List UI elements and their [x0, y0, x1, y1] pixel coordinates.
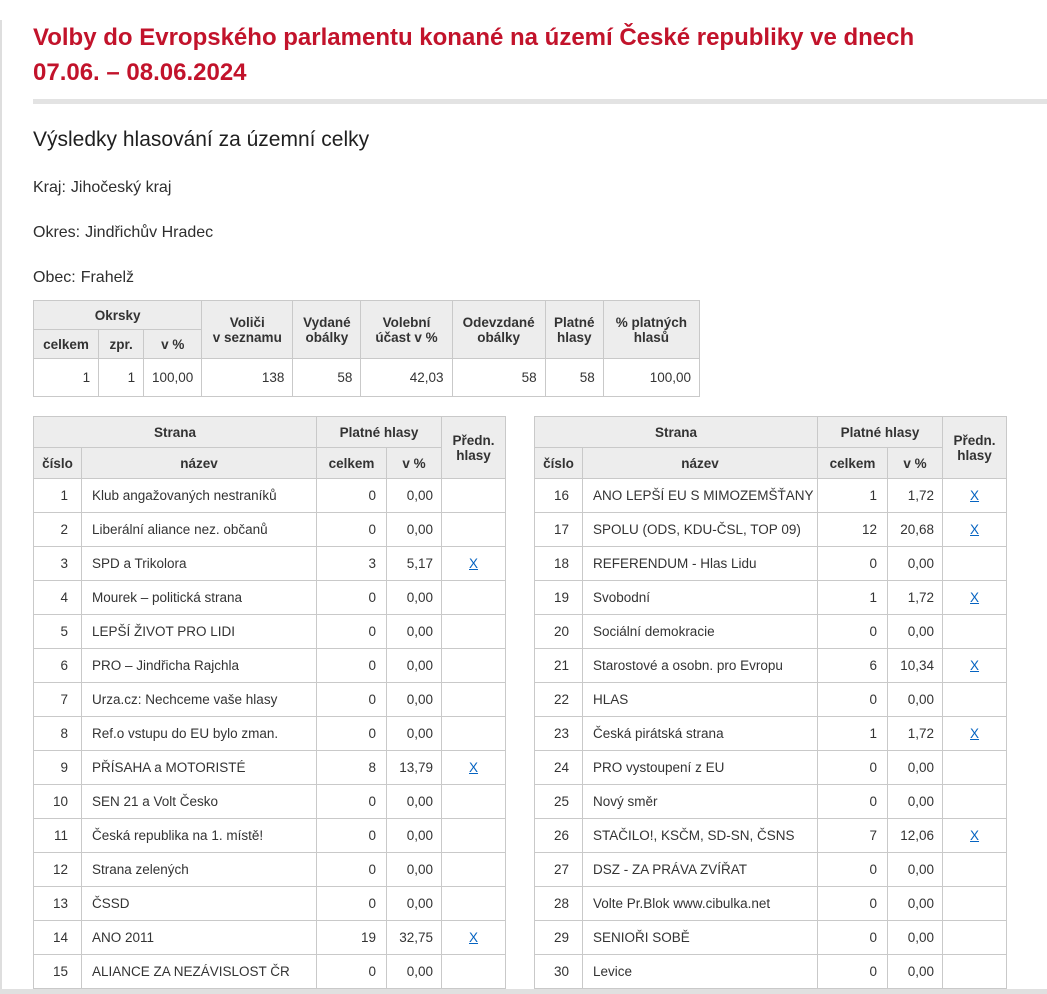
party-row — [34, 955, 506, 989]
votes-total-cell: 12 — [818, 513, 888, 547]
predn-hlasy-link[interactable]: X — [970, 828, 980, 843]
party-name-cell: Svobodní — [583, 581, 818, 615]
header-line: hlasy — [556, 329, 592, 345]
title-divider — [33, 99, 1047, 104]
summary-header-platne-hlasy — [545, 301, 603, 359]
party-name-cell: Levice — [583, 955, 818, 989]
votes-pct-cell: 13,79 — [387, 751, 442, 785]
party-number-cell: 16 — [535, 479, 583, 513]
party-header-strana: Strana — [34, 417, 317, 448]
predn-hlasy-cell — [442, 853, 506, 887]
votes-total-cell: 0 — [317, 683, 387, 717]
predn-hlasy-link[interactable]: X — [469, 930, 479, 945]
okres-label: Okres: — [33, 224, 81, 241]
votes-total-cell: 0 — [818, 853, 888, 887]
party-name-cell: DSZ - ZA PRÁVA ZVÍŘAT — [583, 853, 818, 887]
predn-hlasy-cell — [442, 921, 506, 955]
party-number-cell: 10 — [34, 785, 82, 819]
party-name-cell: ANO LEPŠÍ EU S MIMOZEMŠŤANY — [583, 479, 818, 513]
header-line: hlasů — [633, 329, 670, 345]
votes-pct-cell: 12,06 — [888, 819, 943, 853]
main-content — [33, 20, 1047, 989]
party-number-cell: 7 — [34, 683, 82, 717]
predn-hlasy-cell — [442, 649, 506, 683]
party-number-cell: 17 — [535, 513, 583, 547]
votes-pct-cell: 0,00 — [888, 887, 943, 921]
header-line: účast v % — [375, 329, 438, 345]
party-header-celkem: celkem — [317, 448, 387, 479]
header-line: Platné — [553, 314, 595, 330]
party-row — [34, 683, 506, 717]
predn-hlasy-link[interactable]: X — [469, 760, 479, 775]
party-number-cell: 5 — [34, 615, 82, 649]
party-header-celkem: celkem — [818, 448, 888, 479]
party-number-cell: 25 — [535, 785, 583, 819]
votes-total-cell: 1 — [818, 717, 888, 751]
party-name-cell: LEPŠÍ ŽIVOT PRO LIDI — [82, 615, 317, 649]
party-header-predn-hlasy — [943, 417, 1007, 479]
votes-total-cell: 1 — [818, 479, 888, 513]
votes-total-cell: 7 — [818, 819, 888, 853]
party-name-cell: ČSSD — [82, 887, 317, 921]
party-row — [535, 683, 1007, 717]
predn-hlasy-cell — [442, 819, 506, 853]
header-line: Předn. — [452, 432, 495, 448]
header-line: Předn. — [953, 432, 996, 448]
votes-total-cell: 0 — [818, 751, 888, 785]
votes-total-cell: 1 — [818, 581, 888, 615]
votes-pct-cell: 0,00 — [888, 751, 943, 785]
party-row — [535, 921, 1007, 955]
party-number-cell: 4 — [34, 581, 82, 615]
votes-pct-cell: 0,00 — [387, 853, 442, 887]
party-row — [535, 581, 1007, 615]
summary-header-celkem: celkem — [34, 330, 99, 359]
party-name-cell: ANO 2011 — [82, 921, 317, 955]
header-line: obálky — [477, 329, 521, 345]
votes-total-cell: 0 — [317, 955, 387, 989]
votes-pct-cell: 0,00 — [888, 615, 943, 649]
predn-hlasy-link[interactable]: X — [970, 522, 980, 537]
votes-pct-cell: 0,00 — [387, 479, 442, 513]
predn-hlasy-cell — [442, 479, 506, 513]
header-line: Odevzdané — [462, 314, 535, 330]
header-line: Vydané — [303, 314, 351, 330]
party-number-cell: 20 — [535, 615, 583, 649]
predn-hlasy-cell — [442, 683, 506, 717]
votes-total-cell: 0 — [818, 887, 888, 921]
party-number-cell: 9 — [34, 751, 82, 785]
summary-value-vydane-obalky: 58 — [293, 359, 361, 397]
votes-total-cell: 0 — [818, 785, 888, 819]
party-header-v-pct: v % — [387, 448, 442, 479]
predn-hlasy-link[interactable]: X — [970, 726, 980, 741]
party-number-cell: 14 — [34, 921, 82, 955]
party-name-cell: SEN 21 a Volt Česko — [82, 785, 317, 819]
predn-hlasy-cell — [943, 615, 1007, 649]
votes-total-cell: 0 — [317, 649, 387, 683]
party-name-cell: Urza.cz: Nechceme vaše hlasy — [82, 683, 317, 717]
votes-total-cell: 0 — [317, 717, 387, 751]
region-kraj — [33, 179, 1047, 197]
header-line: Volební — [382, 314, 431, 330]
party-row — [535, 615, 1007, 649]
party-table-left — [33, 416, 506, 989]
party-number-cell: 26 — [535, 819, 583, 853]
party-row — [535, 853, 1007, 887]
votes-total-cell: 0 — [317, 513, 387, 547]
header-line: Voliči — [229, 314, 265, 330]
summary-header-volici — [202, 301, 293, 359]
predn-hlasy-cell — [943, 887, 1007, 921]
votes-total-cell: 3 — [317, 547, 387, 581]
votes-total-cell: 0 — [317, 853, 387, 887]
votes-total-cell: 0 — [818, 615, 888, 649]
votes-total-cell: 0 — [818, 955, 888, 989]
party-row — [34, 785, 506, 819]
summary-value-odevzdane-obalky: 58 — [452, 359, 545, 397]
page-title-line2: 07.06. – 08.06.2024 — [33, 59, 247, 86]
summary-value-volebni-ucast: 42,03 — [361, 359, 452, 397]
party-table-right — [534, 416, 1007, 989]
party-header-strana: Strana — [535, 417, 818, 448]
votes-pct-cell: 0,00 — [888, 785, 943, 819]
summary-table — [33, 300, 700, 397]
votes-pct-cell: 0,00 — [387, 683, 442, 717]
party-number-cell: 22 — [535, 683, 583, 717]
predn-hlasy-cell — [943, 581, 1007, 615]
votes-pct-cell: 10,34 — [888, 649, 943, 683]
predn-hlasy-cell — [442, 785, 506, 819]
party-table-body-right — [535, 479, 1007, 989]
party-number-cell: 3 — [34, 547, 82, 581]
summary-value-volici: 138 — [202, 359, 293, 397]
party-name-cell: Liberální aliance nez. občanů — [82, 513, 317, 547]
party-number-cell: 30 — [535, 955, 583, 989]
party-name-cell: Česká pirátská strana — [583, 717, 818, 751]
votes-pct-cell: 0,00 — [387, 887, 442, 921]
kraj-label: Kraj: — [33, 179, 66, 196]
votes-pct-cell: 32,75 — [387, 921, 442, 955]
predn-hlasy-cell — [442, 547, 506, 581]
party-row — [535, 751, 1007, 785]
page-title-line1: Volby do Evropského parlamentu konané na území České republiky ve dnech — [33, 24, 915, 51]
predn-hlasy-cell — [943, 547, 1007, 581]
predn-hlasy-cell — [943, 649, 1007, 683]
party-row — [535, 717, 1007, 751]
party-number-cell: 2 — [34, 513, 82, 547]
summary-header-pct-platnych — [603, 301, 699, 359]
party-number-cell: 18 — [535, 547, 583, 581]
predn-hlasy-link[interactable]: X — [469, 556, 479, 571]
summary-header-vydane-obalky — [293, 301, 361, 359]
summary-header-zpr: zpr. — [99, 330, 144, 359]
votes-pct-cell: 20,68 — [888, 513, 943, 547]
party-row — [535, 649, 1007, 683]
summary-value-pct-platnych: 100,00 — [603, 359, 699, 397]
votes-pct-cell: 0,00 — [387, 717, 442, 751]
party-number-cell: 1 — [34, 479, 82, 513]
party-number-cell: 12 — [34, 853, 82, 887]
party-name-cell: Klub angažovaných nestraníků — [82, 479, 317, 513]
summary-header-v-pct: v % — [144, 330, 202, 359]
votes-total-cell: 0 — [317, 785, 387, 819]
votes-pct-cell: 0,00 — [888, 921, 943, 955]
obec-label: Obec: — [33, 269, 76, 286]
party-row — [34, 649, 506, 683]
predn-hlasy-cell — [943, 751, 1007, 785]
predn-hlasy-cell — [943, 921, 1007, 955]
predn-hlasy-cell — [943, 819, 1007, 853]
summary-header-okrsky: Okrsky — [34, 301, 202, 330]
party-name-cell: Starostové a osobn. pro Evropu — [583, 649, 818, 683]
party-name-cell: SPOLU (ODS, KDU-ČSL, TOP 09) — [583, 513, 818, 547]
summary-value-okrsky-zpr: 1 — [99, 359, 144, 397]
party-row — [535, 955, 1007, 989]
votes-total-cell: 6 — [818, 649, 888, 683]
party-row — [34, 479, 506, 513]
page-title — [33, 20, 1007, 90]
votes-pct-cell: 1,72 — [888, 479, 943, 513]
votes-total-cell: 0 — [317, 479, 387, 513]
party-name-cell: Volte Pr.Blok www.cibulka.net — [583, 887, 818, 921]
party-row — [535, 819, 1007, 853]
party-name-cell: Česká republika na 1. místě! — [82, 819, 317, 853]
summary-header-odevzdane-obalky — [452, 301, 545, 359]
predn-hlasy-cell — [442, 717, 506, 751]
votes-total-cell: 0 — [818, 547, 888, 581]
header-line: % platných — [615, 314, 688, 330]
party-number-cell: 13 — [34, 887, 82, 921]
party-number-cell: 28 — [535, 887, 583, 921]
votes-pct-cell: 0,00 — [387, 819, 442, 853]
party-row — [535, 785, 1007, 819]
predn-hlasy-link[interactable]: X — [970, 658, 980, 673]
votes-total-cell: 0 — [317, 581, 387, 615]
votes-pct-cell: 0,00 — [888, 683, 943, 717]
party-header-platne-hlasy: Platné hlasy — [317, 417, 442, 448]
region-obec — [33, 269, 1047, 287]
votes-pct-cell: 1,72 — [888, 581, 943, 615]
summary-value-platne-hlasy: 58 — [545, 359, 603, 397]
party-header-cislo: číslo — [535, 448, 583, 479]
votes-pct-cell: 0,00 — [888, 547, 943, 581]
party-table-body-left — [34, 479, 506, 989]
party-name-cell: Nový směr — [583, 785, 818, 819]
votes-pct-cell: 0,00 — [387, 513, 442, 547]
party-header-v-pct: v % — [888, 448, 943, 479]
votes-total-cell: 0 — [317, 615, 387, 649]
summary-row — [34, 359, 700, 397]
votes-pct-cell: 5,17 — [387, 547, 442, 581]
predn-hlasy-cell — [943, 513, 1007, 547]
votes-pct-cell: 0,00 — [387, 615, 442, 649]
party-row — [34, 819, 506, 853]
predn-hlasy-cell — [442, 513, 506, 547]
summary-header-volebni-ucast — [361, 301, 452, 359]
predn-hlasy-cell — [442, 581, 506, 615]
votes-pct-cell: 0,00 — [387, 785, 442, 819]
predn-hlasy-cell — [943, 683, 1007, 717]
header-line: v seznamu — [212, 329, 282, 345]
party-name-cell: Ref.o vstupu do EU bylo zman. — [82, 717, 317, 751]
votes-pct-cell: 0,00 — [387, 649, 442, 683]
predn-hlasy-cell — [442, 887, 506, 921]
section-heading: Výsledky hlasování za územní celky — [33, 128, 370, 151]
party-row — [34, 887, 506, 921]
votes-total-cell: 0 — [317, 819, 387, 853]
predn-hlasy-cell — [442, 615, 506, 649]
votes-total-cell: 0 — [818, 921, 888, 955]
party-name-cell: Strana zelených — [82, 853, 317, 887]
votes-total-cell: 19 — [317, 921, 387, 955]
header-line: hlasy — [456, 447, 491, 463]
party-number-cell: 8 — [34, 717, 82, 751]
bottom-divider — [0, 989, 1047, 994]
party-name-cell: PRO vystoupení z EU — [583, 751, 818, 785]
summary-value-okrsky-pct: 100,00 — [144, 359, 202, 397]
party-row — [535, 887, 1007, 921]
party-header-platne-hlasy: Platné hlasy — [818, 417, 943, 448]
party-row — [34, 853, 506, 887]
votes-pct-cell: 1,72 — [888, 717, 943, 751]
party-header-cislo: číslo — [34, 448, 82, 479]
party-row — [535, 513, 1007, 547]
party-name-cell: SPD a Trikolora — [82, 547, 317, 581]
party-number-cell: 15 — [34, 955, 82, 989]
party-name-cell: REFERENDUM - Hlas Lidu — [583, 547, 818, 581]
page — [0, 20, 1047, 994]
party-number-cell: 23 — [535, 717, 583, 751]
summary-value-okrsky-celkem: 1 — [34, 359, 99, 397]
party-row — [34, 717, 506, 751]
votes-pct-cell: 0,00 — [387, 581, 442, 615]
party-number-cell: 29 — [535, 921, 583, 955]
party-name-cell: HLAS — [583, 683, 818, 717]
party-row — [34, 615, 506, 649]
party-row — [34, 921, 506, 955]
predn-hlasy-cell — [943, 479, 1007, 513]
predn-hlasy-link[interactable]: X — [970, 590, 980, 605]
votes-total-cell: 0 — [317, 887, 387, 921]
party-number-cell: 6 — [34, 649, 82, 683]
votes-total-cell: 0 — [818, 683, 888, 717]
party-row — [535, 547, 1007, 581]
kraj-value: Jihočeský kraj — [70, 179, 172, 196]
party-row — [34, 547, 506, 581]
header-line: obálky — [305, 329, 349, 345]
predn-hlasy-cell — [943, 785, 1007, 819]
party-header-nazev: název — [583, 448, 818, 479]
party-row — [34, 581, 506, 615]
region-okres — [33, 224, 1047, 242]
party-name-cell: SENIOŘI SOBĚ — [583, 921, 818, 955]
okres-value: Jindřichův Hradec — [85, 224, 214, 241]
party-row — [34, 513, 506, 547]
votes-total-cell: 8 — [317, 751, 387, 785]
party-tables-row — [33, 416, 1047, 989]
party-name-cell: PRO – Jindřicha Rajchla — [82, 649, 317, 683]
party-number-cell: 11 — [34, 819, 82, 853]
obec-value: Frahelž — [80, 269, 135, 286]
predn-hlasy-cell — [943, 853, 1007, 887]
party-number-cell: 24 — [535, 751, 583, 785]
predn-hlasy-link[interactable]: X — [970, 488, 980, 503]
party-header-predn-hlasy — [442, 417, 506, 479]
predn-hlasy-cell — [943, 955, 1007, 989]
predn-hlasy-cell — [943, 717, 1007, 751]
party-number-cell: 27 — [535, 853, 583, 887]
predn-hlasy-cell — [442, 955, 506, 989]
header-line: hlasy — [957, 447, 992, 463]
party-row — [535, 479, 1007, 513]
party-name-cell: Sociální demokracie — [583, 615, 818, 649]
party-row — [34, 751, 506, 785]
party-name-cell: Mourek – politická strana — [82, 581, 317, 615]
party-number-cell: 19 — [535, 581, 583, 615]
votes-pct-cell: 0,00 — [888, 853, 943, 887]
votes-pct-cell: 0,00 — [888, 955, 943, 989]
party-name-cell: ALIANCE ZA NEZÁVISLOST ČR — [82, 955, 317, 989]
party-name-cell: PŘÍSAHA a MOTORISTÉ — [82, 751, 317, 785]
votes-pct-cell: 0,00 — [387, 955, 442, 989]
party-number-cell: 21 — [535, 649, 583, 683]
party-name-cell: STAČILO!, KSČM, SD-SN, ČSNS — [583, 819, 818, 853]
party-header-nazev: název — [82, 448, 317, 479]
predn-hlasy-cell — [442, 751, 506, 785]
